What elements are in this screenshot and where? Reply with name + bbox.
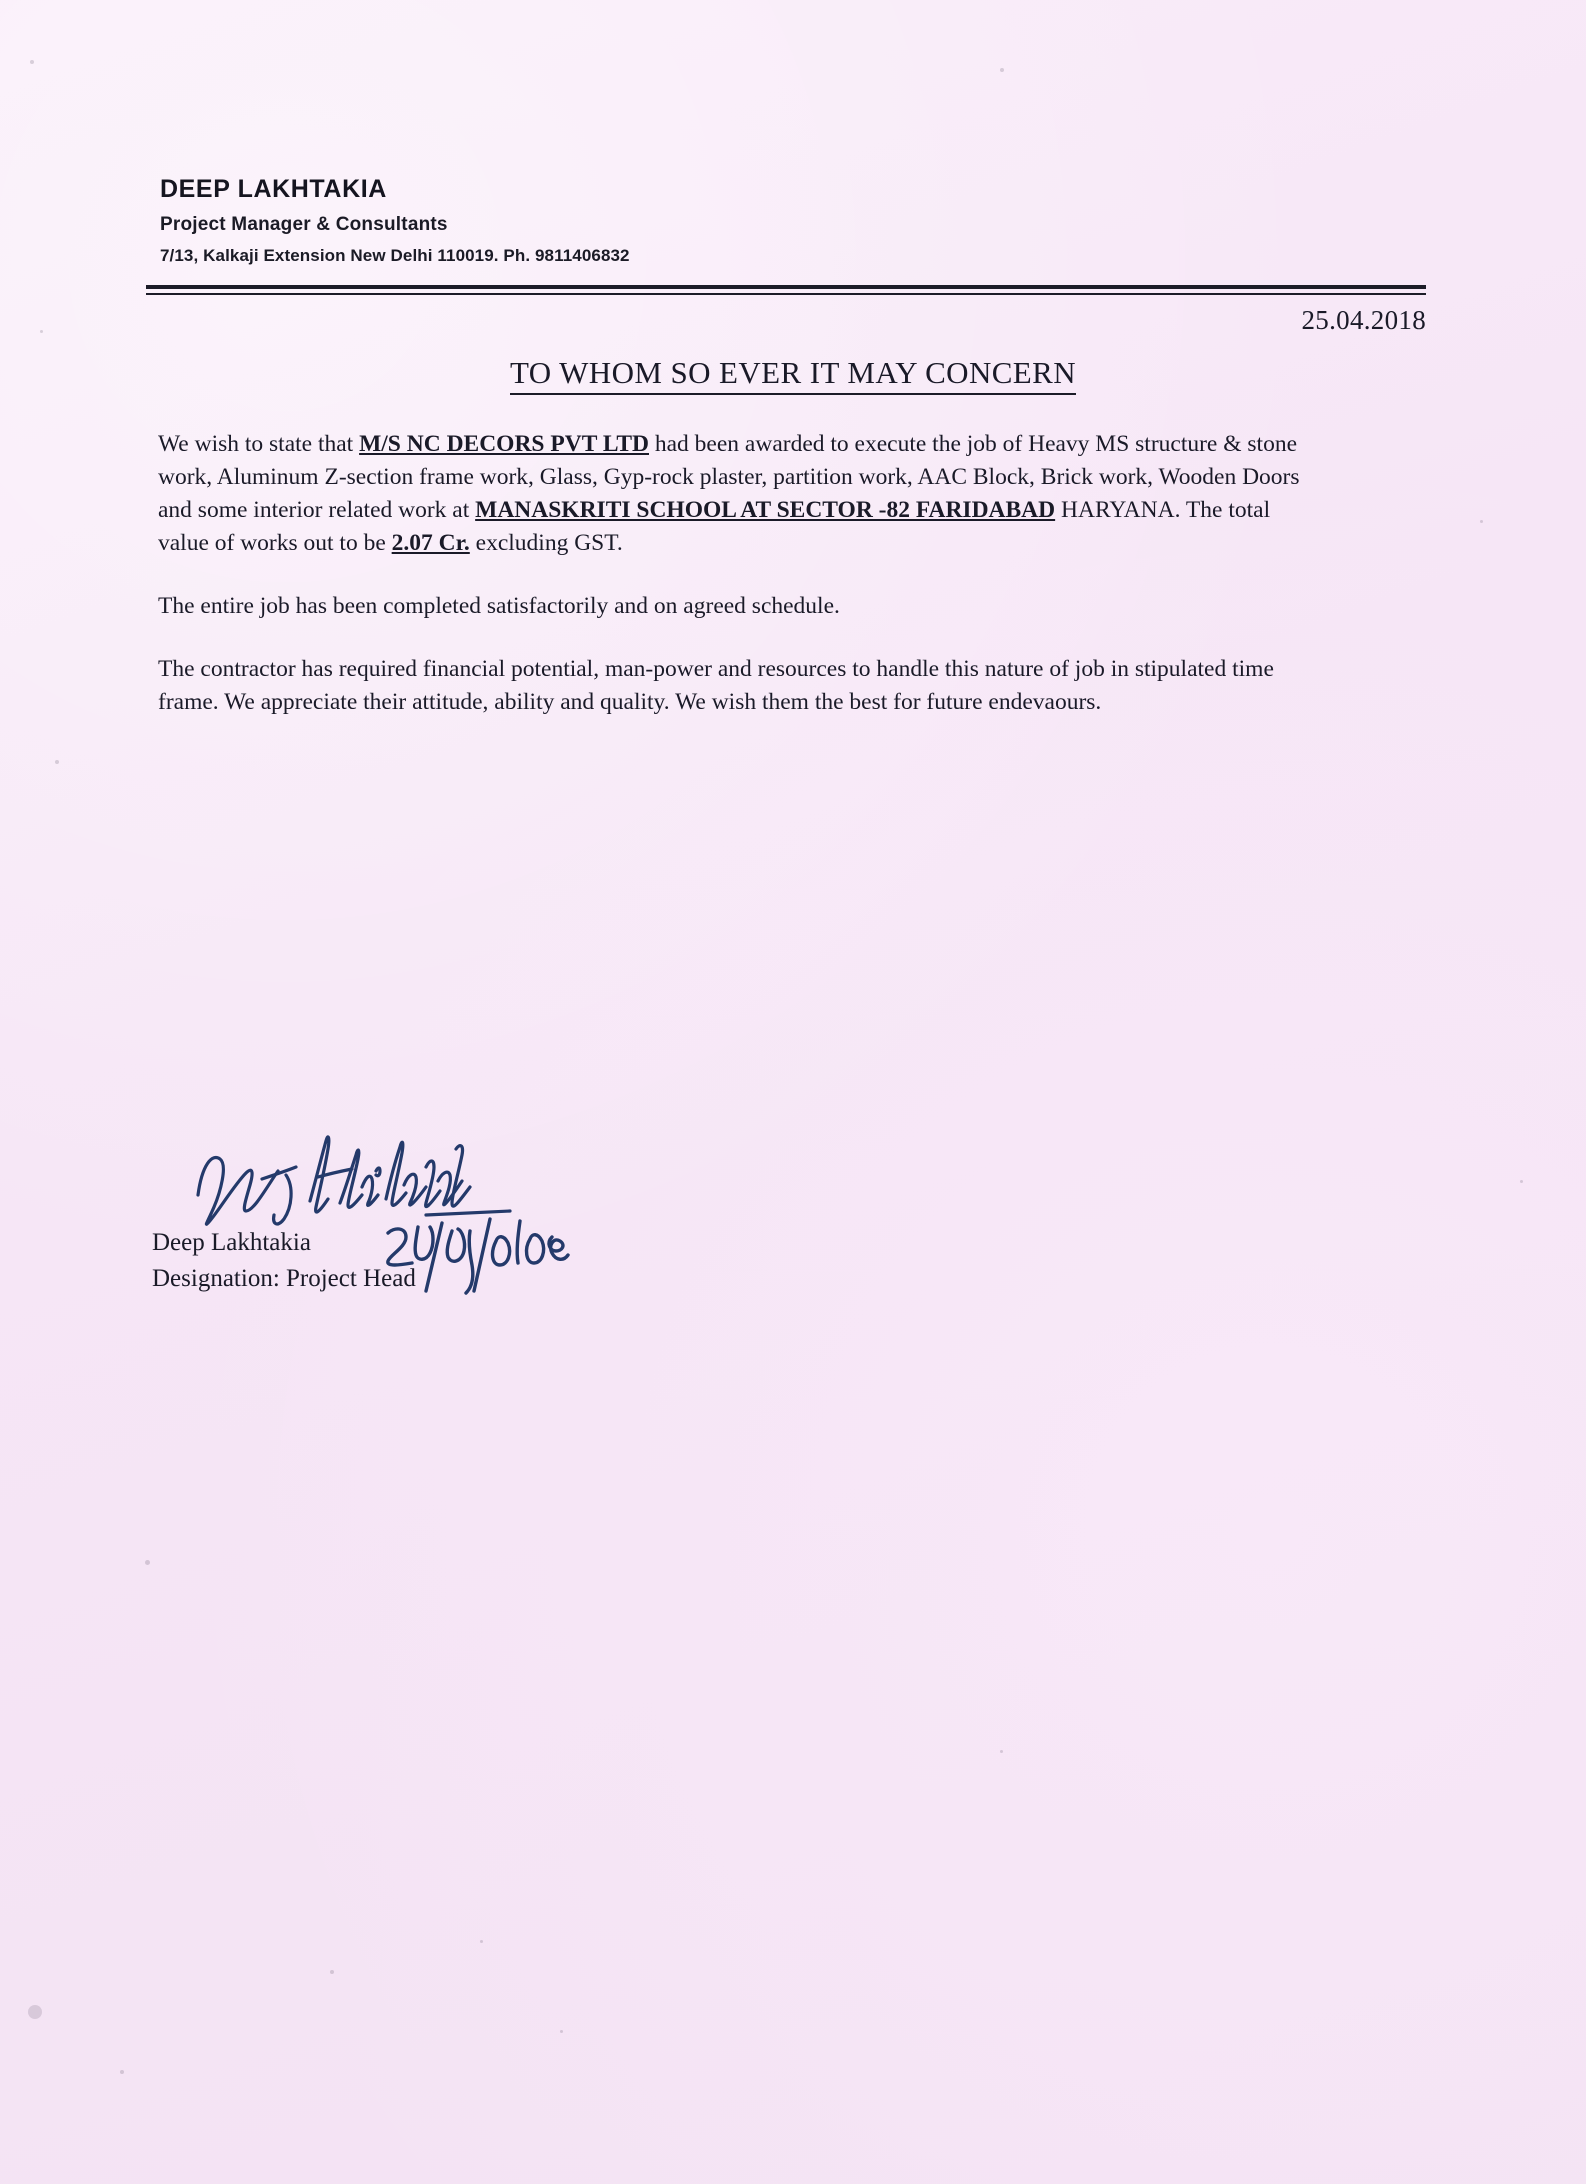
scan-speckle xyxy=(560,2030,563,2033)
scan-speckle xyxy=(30,60,34,64)
paragraph-1 xyxy=(158,428,1318,560)
scan-speckle xyxy=(1520,1180,1523,1183)
scan-speckle xyxy=(55,760,59,764)
letter-body xyxy=(158,428,1318,749)
letter-date: 25.04.2018 xyxy=(1301,305,1426,335)
p1-location-text: HARYANA. The total value of works out to be xyxy=(158,497,1271,556)
letterhead-address: 7/13, Kalkaji Extension New Delhi 110019. Ph. 9811406832 xyxy=(160,246,630,265)
signature-block xyxy=(152,1225,852,1297)
company-name: M/S NC DECORS PVT LTD xyxy=(359,431,649,457)
contract-value: 2.07 Cr. xyxy=(391,530,470,556)
letter-title-text: TO WHOM SO EVER IT MAY CONCERN xyxy=(510,355,1076,395)
scan-speckle xyxy=(480,1940,483,1943)
paragraph-2: The entire job has been completed satisfactorily and on agreed schedule. xyxy=(158,593,840,619)
project-name: MANASKRITI SCHOOL AT SECTOR -82 FARIDABAD xyxy=(475,497,1056,523)
letterhead-name: DEEP LAKHTAKIA xyxy=(160,175,387,203)
letter-title xyxy=(0,355,1586,391)
paragraph-3: The contractor has required financial potential, man-power and resources to handle this nature of job in stipulated time frame. We appreciate their attitude, ability and quality. We wish them the best for future endevaours. xyxy=(158,656,1274,715)
scan-speckle xyxy=(330,1970,334,1974)
signatory-designation: Designation: Project Head xyxy=(152,1265,416,1292)
p1-tail-text: excluding GST. xyxy=(469,530,623,556)
p1-scope-text: had been awarded to execute the job of Heavy MS structure & stone work, Aluminum Z-section frame work, Glass, Gyp-rock plaster, partition work, AAC Block, Brick work, Wooden Doors and some interior related work at xyxy=(158,431,1300,523)
letterhead-role: Project Manager & Consultants xyxy=(160,214,448,235)
scan-speckle xyxy=(145,1560,150,1565)
header-rule-thin xyxy=(146,293,1426,295)
scan-speckle xyxy=(1480,520,1483,523)
p1-lead-text: We wish to state that xyxy=(158,431,360,457)
letterhead xyxy=(160,175,1425,272)
scan-speckle xyxy=(28,2005,42,2019)
scan-speckle xyxy=(1000,68,1004,72)
signatory-name: Deep Lakhtakia xyxy=(152,1229,311,1256)
header-rule-thick xyxy=(146,285,1426,289)
scan-speckle xyxy=(120,2070,124,2074)
scan-speckle xyxy=(1000,1750,1003,1753)
scan-speckle xyxy=(40,330,43,333)
